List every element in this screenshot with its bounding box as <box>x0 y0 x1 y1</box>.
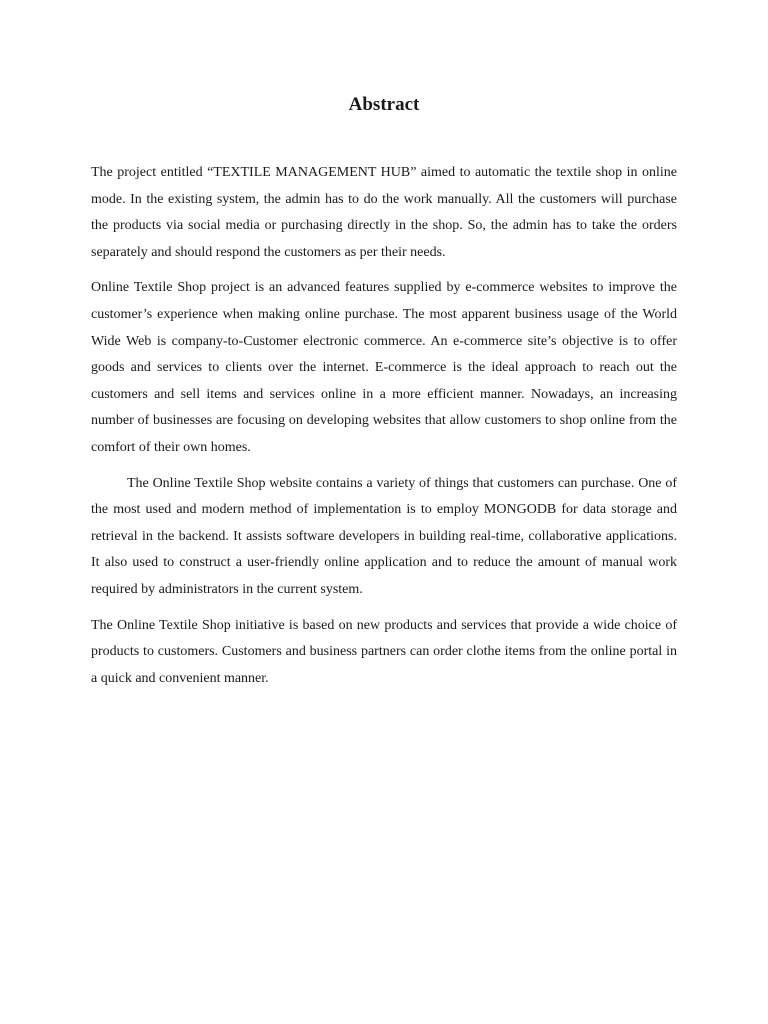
paragraph-2: Online Textile Shop project is an advanced features supplied by e-commerce websites to improve the customer’s experience when making online purchase. The most apparent business usage of the World Wide Web is company-to-Customer electronic commerce. An e-commerce site’s objective is to offer goods and services to clients over the internet. E-commerce is the ideal approach to reach out the customers and sell items and services online in a more efficient manner. Nowadays, an increasing number of businesses are focusing on developing websites that allow customers to shop online from the comfort of their own homes. <box>91 280 677 455</box>
paragraph-4: The Online Textile Shop initiative is based on new products and services that provide a wide choice of products to customers. Customers and business partners can order clothe items from the online portal in a quick and convenient manner. <box>91 617 677 686</box>
paragraph-1: The project entitled “TEXTILE MANAGEMENT HUB” aimed to automatic the textile shop in online mode. In the existing system, the admin has to do the work manually. All the customers will purchase the products via social media or purchasing directly in the shop. So, the admin has to take the orders separately and should respond the customers as per their needs. <box>91 165 677 260</box>
abstract-body <box>91 160 677 701</box>
page-title: Abstract <box>348 94 420 115</box>
paragraph-3: The Online Textile Shop website contains a variety of things that customers can purchase. One of the most used and modern method of implementation is to employ MONGODB for data storage and retrieval in the backend. It assists software developers in building real-time, collaborative applications. It also used to construct a user-friendly online application and to reduce the amount of manual work required by administrators in the current system. <box>91 475 677 597</box>
